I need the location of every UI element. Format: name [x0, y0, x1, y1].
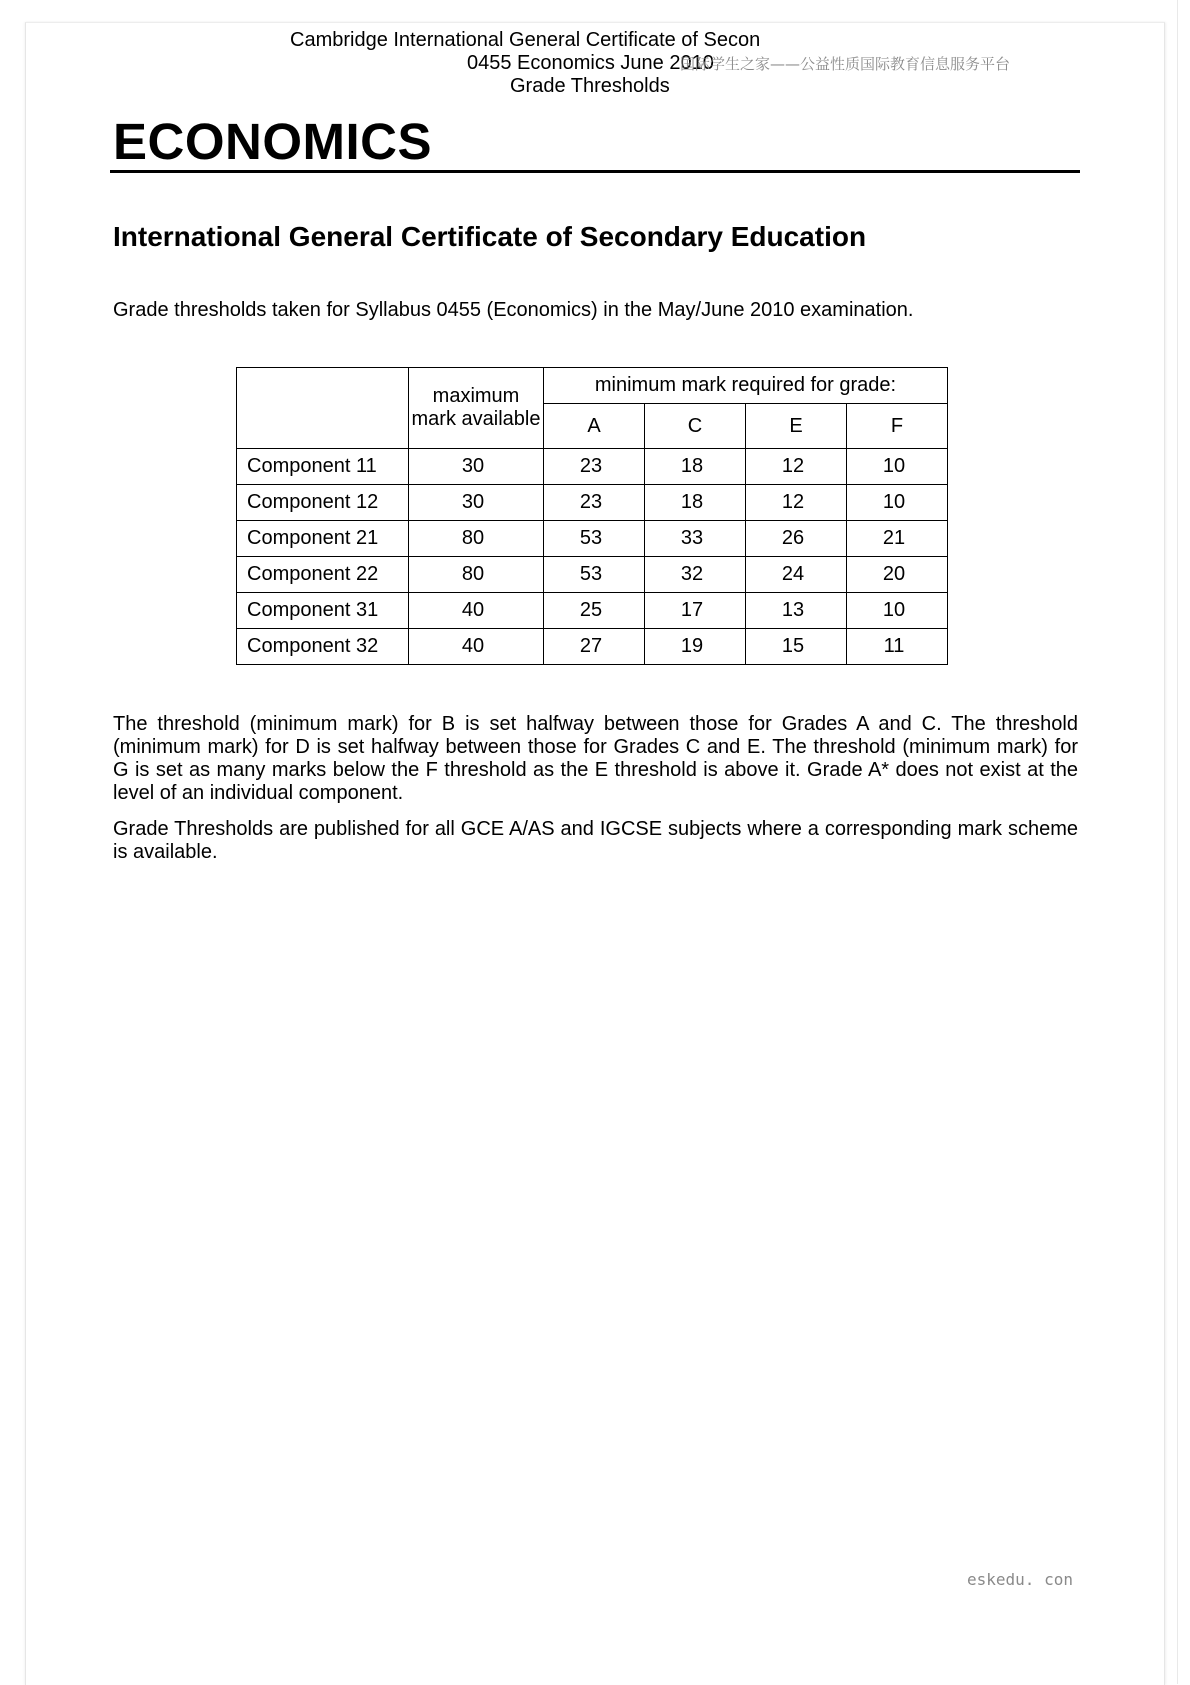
- table-row: [237, 521, 948, 557]
- table-row: [237, 593, 948, 629]
- document-subtitle: International General Certificate of Secondary Education: [113, 221, 867, 252]
- grade-e-cell: 12: [746, 485, 847, 521]
- max-mark-cell: 80: [409, 521, 544, 557]
- footer-watermark: eskedu. con: [967, 1570, 1073, 1589]
- grade-e-cell: 15: [746, 629, 847, 665]
- publication-note-paragraph: Grade Thresholds are published for all GCE A/AS and IGCSE subjects where a corresponding mark scheme is available.: [113, 818, 1078, 863]
- max-mark-cell: 40: [409, 629, 544, 665]
- grade-threshold-table: [236, 367, 948, 665]
- grade-header-a: A: [544, 404, 645, 449]
- title-divider: [110, 170, 1080, 173]
- header-line-2: 0455 Economics June 2010: [467, 52, 714, 74]
- component-label: Component 31: [237, 593, 409, 629]
- table-corner-cell: [237, 368, 409, 449]
- max-mark-cell: 80: [409, 557, 544, 593]
- grade-f-cell: 21: [847, 521, 948, 557]
- grade-a-cell: 25: [544, 593, 645, 629]
- grade-f-cell: 20: [847, 557, 948, 593]
- grade-header-c: C: [645, 404, 746, 449]
- grade-c-cell: 18: [645, 485, 746, 521]
- component-label: Component 32: [237, 629, 409, 665]
- grade-f-cell: 10: [847, 593, 948, 629]
- grade-header-f: F: [847, 404, 948, 449]
- grade-f-cell: 11: [847, 629, 948, 665]
- max-mark-header: maximum mark available: [409, 368, 544, 449]
- grade-e-cell: 12: [746, 449, 847, 485]
- threshold-explanation-paragraph: The threshold (minimum mark) for B is set halfway between those for Grades A and C. The threshold (minimum mark) for D is set halfway between those for Grades C and E. The threshold (minimum mark) for G is set as many marks below the F threshold as the E threshold is above it. Grade A* does not exist at the level of an individual component.: [113, 713, 1078, 804]
- component-label: Component 11: [237, 449, 409, 485]
- grade-c-cell: 33: [645, 521, 746, 557]
- max-mark-cell: 30: [409, 485, 544, 521]
- table-row: [237, 485, 948, 521]
- grade-a-cell: 53: [544, 557, 645, 593]
- grade-e-cell: 13: [746, 593, 847, 629]
- grade-c-cell: 17: [645, 593, 746, 629]
- component-label: Component 22: [237, 557, 409, 593]
- table-row: [237, 557, 948, 593]
- intro-text: Grade thresholds taken for Syllabus 0455 (Economics) in the May/June 2010 examination.: [113, 299, 914, 321]
- grade-c-cell: 18: [645, 449, 746, 485]
- component-label: Component 12: [237, 485, 409, 521]
- viewer-edge: [1177, 0, 1178, 1684]
- grade-a-cell: 27: [544, 629, 645, 665]
- grade-f-cell: 10: [847, 485, 948, 521]
- max-mark-cell: 30: [409, 449, 544, 485]
- document-title: ECONOMICS: [113, 113, 433, 170]
- table-row: [237, 629, 948, 665]
- grade-a-cell: 53: [544, 521, 645, 557]
- grade-e-cell: 24: [746, 557, 847, 593]
- grade-e-cell: 26: [746, 521, 847, 557]
- component-label: Component 21: [237, 521, 409, 557]
- grade-c-cell: 19: [645, 629, 746, 665]
- header-line-1: Cambridge International General Certificate of Secon: [290, 29, 761, 51]
- grade-a-cell: 23: [544, 485, 645, 521]
- max-mark-cell: 40: [409, 593, 544, 629]
- grade-c-cell: 32: [645, 557, 746, 593]
- table-row: [237, 449, 948, 485]
- grade-header-e: E: [746, 404, 847, 449]
- header-line-3: Grade Thresholds: [510, 75, 670, 97]
- header-watermark: 国际学生之家——公益性质国际教育信息服务平台: [680, 55, 1011, 73]
- grade-a-cell: 23: [544, 449, 645, 485]
- min-mark-header: minimum mark required for grade:: [544, 368, 948, 404]
- grade-f-cell: 10: [847, 449, 948, 485]
